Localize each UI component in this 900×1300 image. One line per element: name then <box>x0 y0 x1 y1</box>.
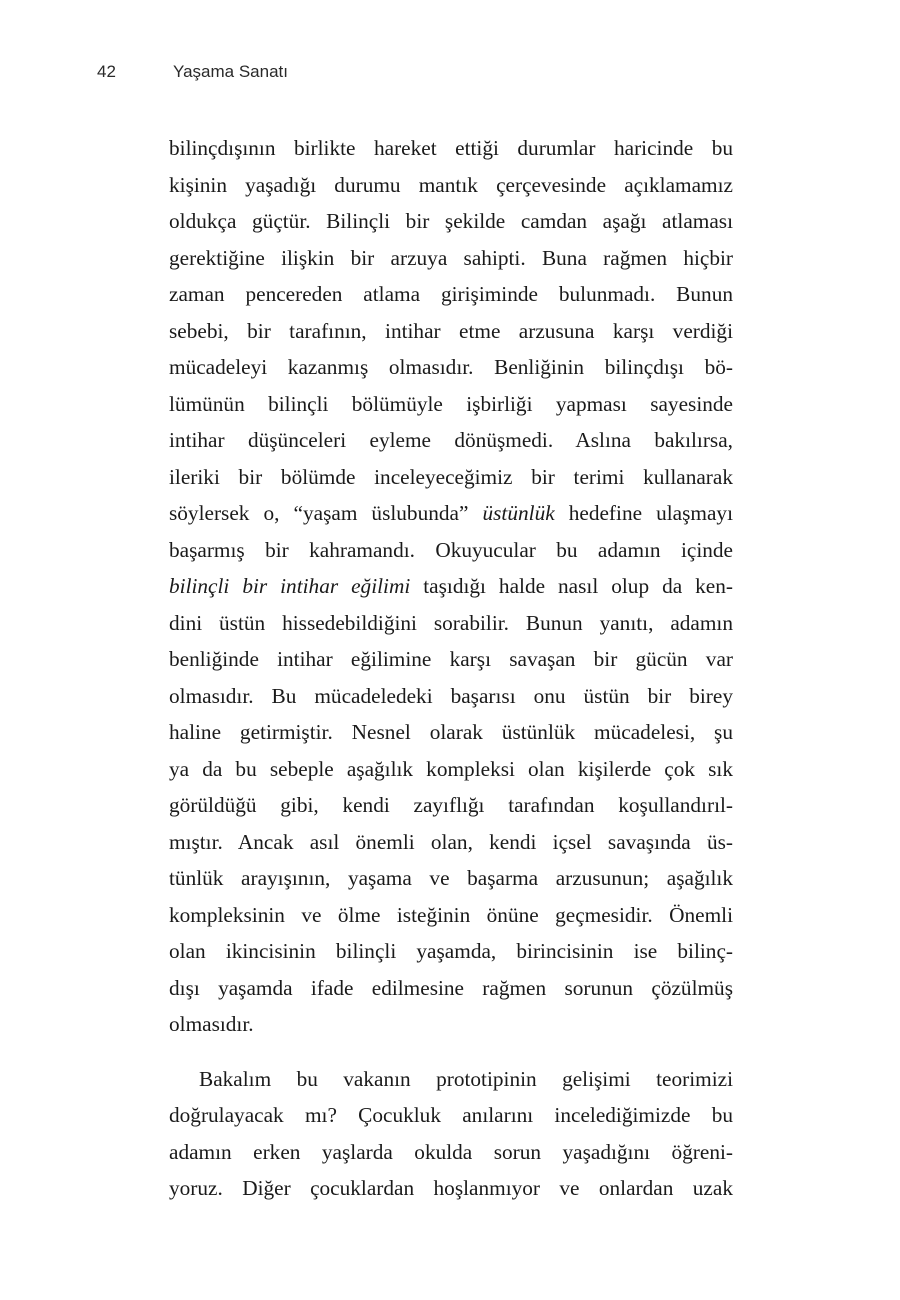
text-segment: haline getirmiştir. Nesnel olarak üstünlük mücadelesi, şu <box>169 720 733 744</box>
text-segment: zaman pencereden atlama girişiminde bulunmadı. Bunun <box>169 282 733 306</box>
text-line <box>169 568 733 605</box>
text-line <box>169 240 733 277</box>
text-line <box>169 1134 733 1171</box>
text-segment: gerektiğine ilişkin bir arzuya sahipti. Buna rağmen hiçbir <box>169 245 733 270</box>
text-segment: olan ikincisinin bilinçli yaşamda, birincisinin ise bilinç- <box>169 939 733 963</box>
text-line <box>169 787 733 824</box>
text-line <box>169 167 733 204</box>
text-line <box>169 276 733 313</box>
text-line <box>169 1170 733 1207</box>
text-segment: hedefine ulaşmayı <box>554 501 733 525</box>
paragraph <box>169 1061 733 1207</box>
text-segment: başarmış bir kahramandı. Okuyucular bu adamın içinde <box>169 537 733 562</box>
text-segment: kompleksinin ve ölme isteğinin önüne geçmesidir. Önemli <box>169 902 733 927</box>
text-segment: oldukça güçtür. Bilinçli bir şekilde camdan aşağı atlaması <box>169 209 733 233</box>
text-line <box>169 203 733 240</box>
text-line <box>169 313 733 350</box>
text-line <box>169 532 733 569</box>
text-line <box>169 897 733 934</box>
paragraph <box>169 130 733 1043</box>
text-segment: tünlük arayışının, yaşama ve başarma arzusunun; aşağılık <box>169 866 733 890</box>
text-segment: intihar düşünceleri eyleme dönüşmedi. Aslına bakılırsa, <box>169 428 733 452</box>
running-head <box>97 62 288 82</box>
text-segment: taşıdığı halde nasıl olup da ken- <box>410 574 733 598</box>
text-line <box>169 860 733 897</box>
text-line <box>169 130 733 167</box>
text-line <box>169 459 733 496</box>
text-line <box>169 714 733 751</box>
text-line <box>169 1097 733 1134</box>
text-segment: mücadeleyi kazanmış olmasıdır. Benliğinin bilinçdışı bö- <box>169 355 733 379</box>
text-segment: Bakalım bu vakanın prototipinin gelişimi teorimizi <box>199 1066 733 1091</box>
text-segment: bilinçdışının birlikte hareket ettiği durumlar haricinde bu <box>169 136 733 160</box>
italic-text: bilinçli bir intihar eğilimi <box>169 574 411 598</box>
text-segment: dışı yaşamda ifade edilmesine rağmen sorunun çözülmüş <box>169 975 733 1000</box>
text-line <box>169 970 733 1007</box>
text-line <box>169 495 733 532</box>
paragraph-gap <box>169 1043 733 1061</box>
text-segment: kişinin yaşadığı durumu mantık çerçevesinde açıklamamız <box>169 172 733 197</box>
page-number: 42 <box>97 62 116 81</box>
text-segment: dini üstün hissedebildiğini sorabilir. Bunun yanıtı, adamın <box>169 610 733 635</box>
text-segment: adamın erken yaşlarda okulda sorun yaşadığını öğreni- <box>169 1139 733 1164</box>
italic-text: üstünlük <box>482 501 555 525</box>
text-line <box>169 349 733 386</box>
text-segment: mıştır. Ancak asıl önemli olan, kendi içsel savaşında üs- <box>169 829 733 854</box>
text-segment: yoruz. Diğer çocuklardan hoşlanmıyor ve onlardan uzak <box>169 1176 733 1200</box>
text-line <box>169 386 733 423</box>
body-text <box>169 130 733 1207</box>
text-segment: ileriki bir bölümde inceleyeceğimiz bir terimi kullanarak <box>169 464 733 489</box>
text-segment: olmasıdır. Bu mücadeledeki başarısı onu üstün bir birey <box>169 683 733 708</box>
text-line <box>169 933 733 970</box>
text-line <box>169 422 733 459</box>
text-line <box>169 751 733 788</box>
book-title: Yaşama Sanatı <box>173 62 288 81</box>
text-segment: olmasıdır. <box>169 1012 254 1036</box>
text-line <box>169 641 733 678</box>
text-segment: lümünün bilinçli bölümüyle işbirliği yapması sayesinde <box>169 391 733 416</box>
text-line <box>169 1061 733 1098</box>
text-line <box>169 824 733 861</box>
text-line <box>169 1006 733 1043</box>
text-segment: benliğinde intihar eğilimine karşı savaşan bir gücün var <box>169 647 733 671</box>
text-segment: görüldüğü gibi, kendi zayıflığı tarafından koşullandırıl- <box>169 793 733 817</box>
text-line <box>169 678 733 715</box>
text-segment: söylersek o, “yaşam üslubunda” <box>169 501 483 525</box>
text-segment: doğrulayacak mı? Çocukluk anılarını incelediğimizde bu <box>169 1103 733 1127</box>
text-line <box>169 605 733 642</box>
text-segment: ya da bu sebeple aşağılık kompleksi olan kişilerde çok sık <box>169 756 733 781</box>
text-segment: sebebi, bir tarafının, intihar etme arzusuna karşı verdiği <box>169 318 733 343</box>
